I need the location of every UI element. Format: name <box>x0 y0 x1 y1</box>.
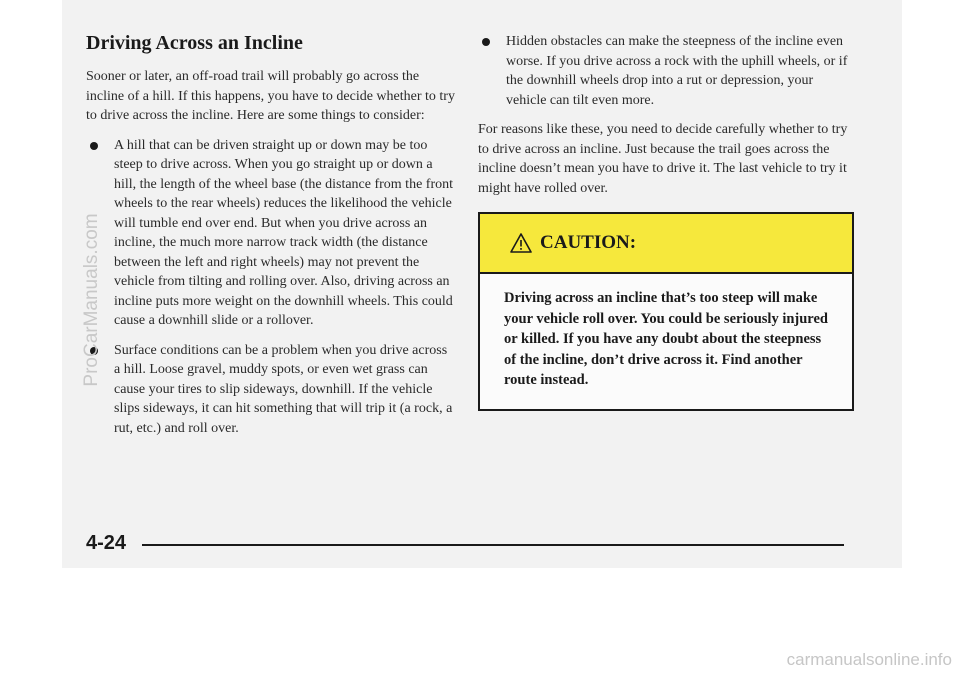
bottom-watermark: carmanualsonline.info <box>786 650 952 669</box>
list-item <box>86 136 456 331</box>
footer-rule <box>142 544 844 546</box>
bullet-text: Surface conditions can be a problem when you drive across a hill. Loose gravel, muddy spots, or even wet grass can cause your tires to slip sideways, downhill. If the vehicle slips sideways, it can hit something that will trip it (a rock, a rut, etc.) and roll over. <box>114 342 453 436</box>
warning-triangle-icon <box>510 233 532 253</box>
caution-header <box>480 214 852 274</box>
bullet-text: Hidden obstacles can make the steepness of the incline even worse. If you drive across a rock with the uphill wheels, or if the downhill wheels drop into a rut or depression, your vehicle can tilt even more. <box>506 34 848 108</box>
caution-text: Driving across an incline that’s too steep will make your vehicle roll over. You could be seriously injured or killed. If you have any doubt about the steepness of the incline, don’t drive across it. Find another route instead. <box>504 290 828 388</box>
list-item <box>478 32 850 110</box>
page-number: 4-24 <box>86 532 127 554</box>
right-bullet-list <box>478 32 850 110</box>
side-watermark <box>78 150 106 450</box>
list-item <box>86 341 456 439</box>
right-paragraph: For reasons like these, you need to decide carefully whether to try to drive across an incline. Just because the trail goes across the incline doesn’t mean you have to drive it. The last vehicle to try it might have rolled over. <box>478 122 848 196</box>
caution-box <box>478 212 854 411</box>
caution-title: CAUTION: <box>540 232 637 253</box>
side-watermark-text: ProCarManuals.com <box>81 213 102 387</box>
bullet-icon <box>90 142 98 150</box>
left-column <box>86 32 456 448</box>
right-column <box>478 32 850 411</box>
bullet-text: A hill that can be driven straight up or down may be too steep to drive across. When you go straight up or down a hill, the length of the wheel base (the distance from the front wheels to the rear wheels) reduces the likelihood the vehicle will tumble end over end. But when you drive across an incline, the much more narrow track width (the distance between the left and right wheels) may not prevent the vehicle from tilting and rolling over. Also, driving across an incline puts more weight on the downhill wheels. This could cause a downhill slide or a rollover. <box>114 137 454 328</box>
intro-paragraph: Sooner or later, an off-road trail will probably go across the incline of a hill. If this happens, you have to decide whether to try to drive across the incline. Here are some things to consider: <box>86 69 455 123</box>
section-title: Driving Across an Incline <box>86 32 303 54</box>
left-bullet-list <box>86 136 456 439</box>
bullet-icon <box>482 38 490 46</box>
